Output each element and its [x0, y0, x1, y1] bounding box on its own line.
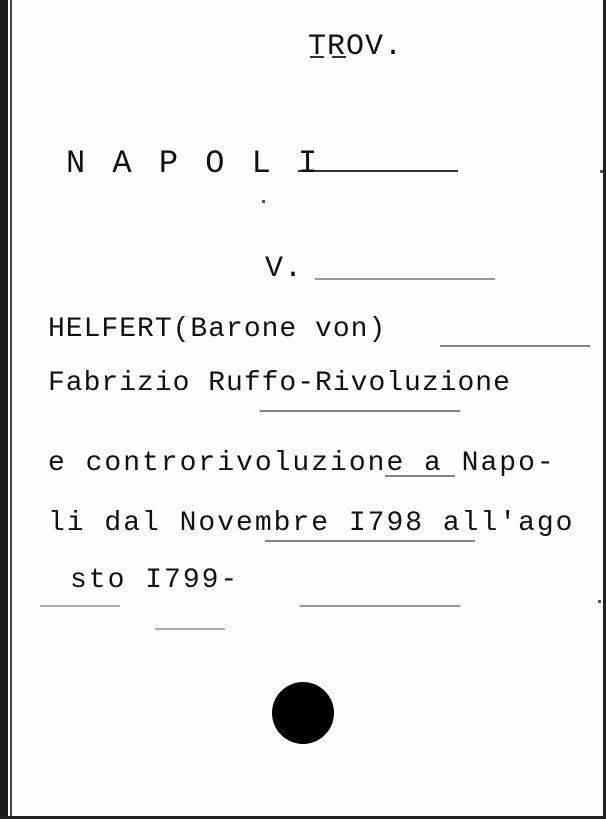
heading-rule	[298, 170, 458, 172]
margin-dot	[598, 600, 601, 603]
entry-line: Fabrizio Ruffo-Rivoluzione	[48, 368, 511, 399]
entry-line: li dal Novembre I798 all'ago	[48, 508, 575, 539]
section-label: TROV.	[308, 30, 404, 64]
card-left-edge	[0, 0, 8, 819]
entry-line: HELFERT(Barone von)	[48, 314, 387, 345]
line1-rule	[440, 345, 590, 347]
line5-rule	[300, 605, 460, 607]
entry-line: e controrivoluzione a Napo-	[48, 448, 556, 479]
subheading-rule	[315, 278, 495, 280]
margin-dot	[262, 200, 265, 203]
line2-rule	[260, 410, 460, 412]
left-margin-dash	[40, 605, 120, 607]
line4-underline	[265, 540, 475, 542]
card-heading: N A P O L I	[66, 145, 322, 182]
card-subheading: V.	[265, 252, 304, 286]
small-dash	[155, 628, 225, 630]
card-left-rule	[10, 0, 12, 819]
punch-hole	[272, 682, 334, 744]
margin-dot	[600, 170, 603, 173]
entry-line: sto I799-	[70, 565, 240, 596]
